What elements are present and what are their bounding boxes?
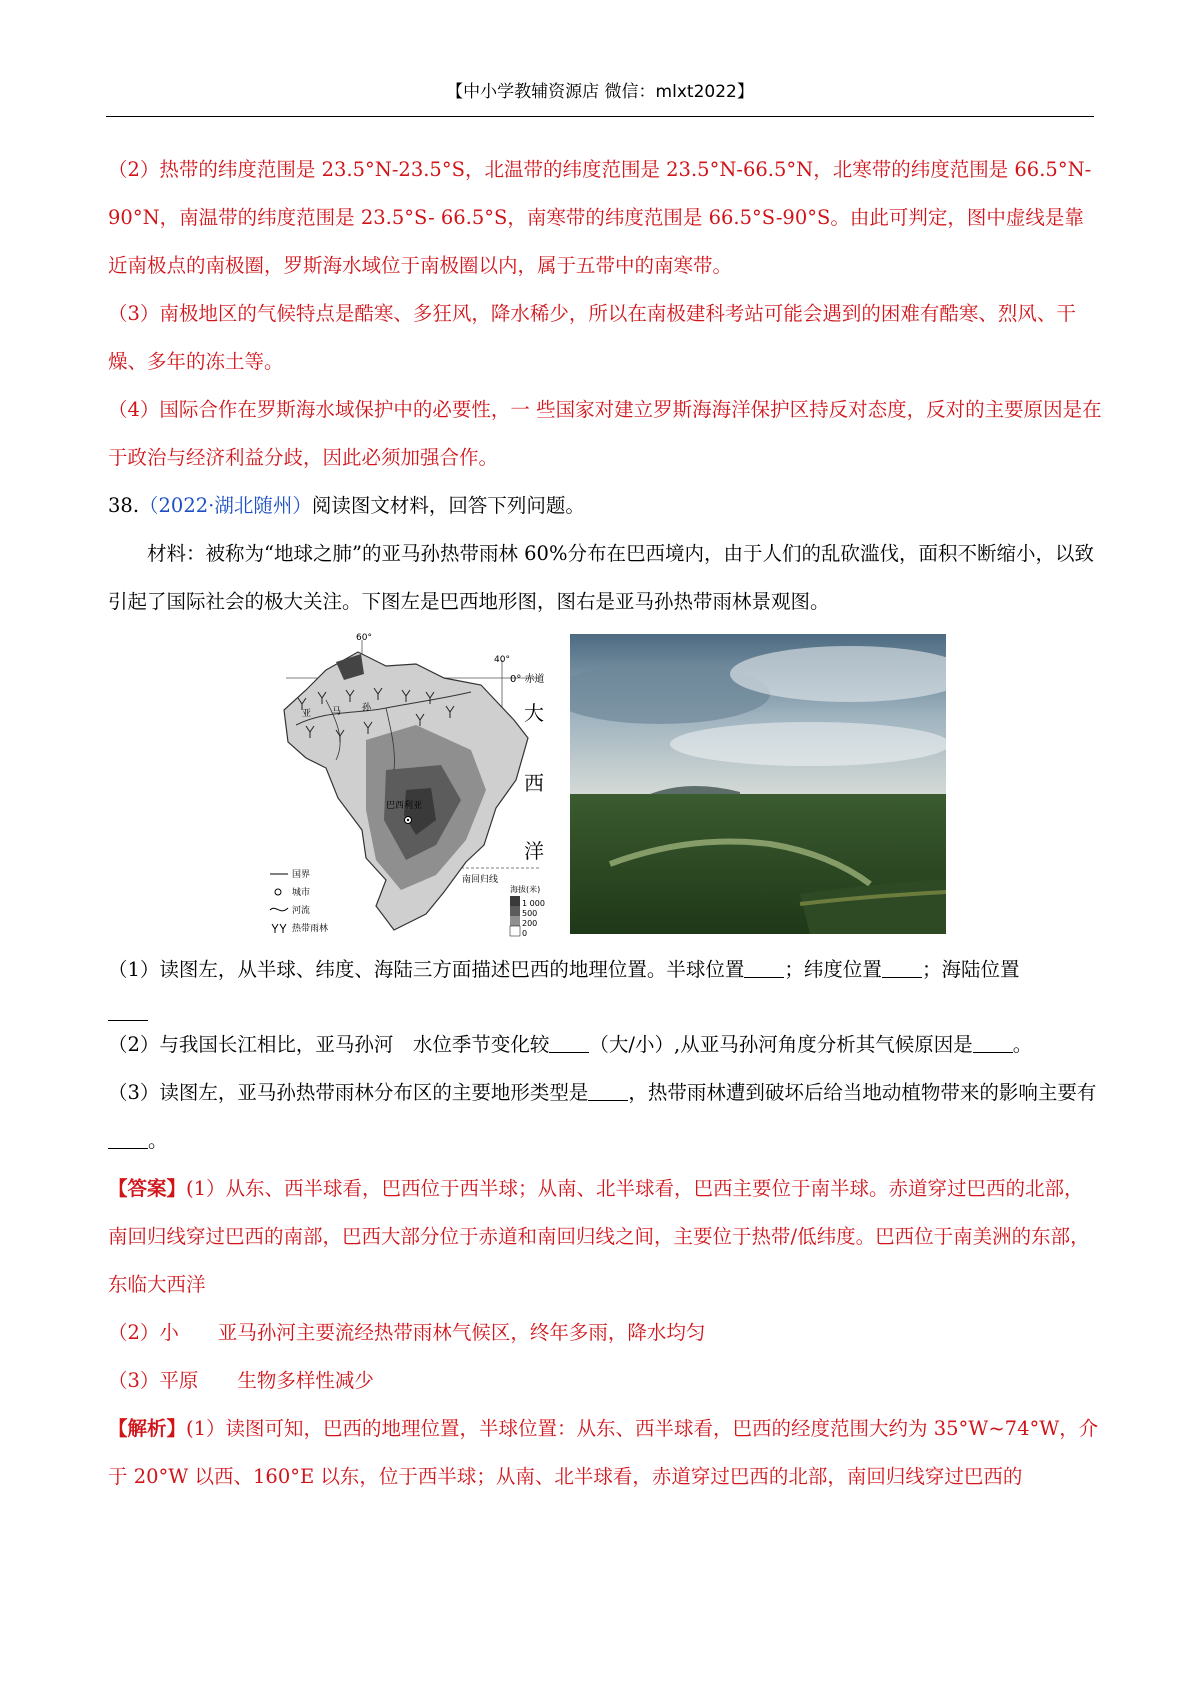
answer-1: 【答案】(1）从东、西半球看，巴西位于西半球；从南、北半球看，巴西主要位于南半球。赤道穿过巴西的北部，南回归线穿过巴西的南部，巴西大部分位于赤道和南回归线之间，主要位于热带/低纬度。巴西位于南美洲的东部，东临大西洋 bbox=[108, 1177, 1090, 1296]
prev-answer-4: （4）国际合作在罗斯海水域保护中的必要性，一 些国家对建立罗斯海海洋保护区持反对态度，反对的主要原因是在于政治与经济利益分歧，因此必须加强合作。 bbox=[108, 398, 1102, 469]
question-38-title bbox=[108, 482, 1102, 530]
lon-40-label: 40° bbox=[494, 655, 510, 665]
legend-city: 城市 bbox=[292, 888, 311, 898]
blank-variation[interactable] bbox=[549, 1033, 589, 1054]
legend-forest: 热带雨林 bbox=[292, 924, 329, 934]
figures bbox=[108, 630, 1102, 946]
sub-question-1: （1）读图左，从半球、纬度、海陆三方面描述巴西的地理位置。半球位置 ；纬度位置 ；海陆位置 bbox=[108, 946, 1102, 1021]
legend-border: 国界 bbox=[292, 870, 311, 880]
legend-river: 河流 bbox=[292, 906, 311, 916]
blank-latitude[interactable] bbox=[882, 958, 922, 979]
capital-label: 巴西利亚 bbox=[386, 801, 423, 811]
ocean-label-2: 西 bbox=[524, 771, 544, 795]
question-number: 38. bbox=[108, 494, 140, 517]
elev-200: 200 bbox=[522, 919, 538, 928]
header-text: 【中小学教辅资源店 微信：mlxt2022】 bbox=[446, 82, 754, 102]
amazon-label-3: 孙 bbox=[362, 703, 372, 713]
answer-3: （3）平原 生物多样性减少 bbox=[108, 1369, 374, 1392]
blank-impact[interactable] bbox=[108, 1129, 148, 1150]
prev-answer-2: （2）热带的纬度范围是 23.5°N-23.5°S，北温带的纬度范围是 23.5°N-66.5°N，北寒带的纬度范围是 66.5°N-90°N，南温带的纬度范围是 23.5°S- 66.5°S，南寒带的纬度范围是 66.5°S-90°S。由此可判定，图中虚线是靠近南极点的南极圈，罗斯海水域位于南极圈以内，属于五带中的南寒带。 bbox=[108, 158, 1092, 277]
amazon-label-2: 马 bbox=[332, 707, 342, 717]
question-source: （2022·湖北随州） bbox=[139, 494, 312, 517]
amazon-label-1: 亚 bbox=[302, 709, 312, 719]
analysis: 【解析】(1）读图可知，巴西的地理位置，半球位置：从东、西半球看，巴西的经度范围大约为 35°W~74°W，介于 20°W 以西、160°E 以东，位于西半球；从南、北半球看，赤道穿过巴西的北部，南回归线穿过巴西的 bbox=[108, 1417, 1099, 1488]
sub-question-3: （3）读图左，亚马孙热带雨林分布区的主要地形类型是 ，热带雨林遭到破坏后给当地动植物带来的影响主要有。 bbox=[108, 1081, 1097, 1152]
elev-500: 500 bbox=[522, 909, 538, 918]
brazil-terrain-map bbox=[266, 630, 556, 946]
ocean-label-1: 大 bbox=[524, 701, 544, 725]
sub-question-2: （2）与我国长江相比，亚马孙河 水位季节变化较 （大/小）,从亚马孙河角度分析其气候原因是 。 bbox=[108, 1033, 1033, 1056]
lon-60-label: 60° bbox=[356, 633, 372, 643]
elev-1000: 1 000 bbox=[522, 899, 545, 908]
question-stem: 阅读图文材料，回答下列问题。 bbox=[311, 494, 585, 517]
ocean-label-3: 洋 bbox=[524, 839, 544, 863]
rainforest-photo bbox=[570, 634, 946, 934]
answer-tag: 【答案】 bbox=[108, 1177, 187, 1200]
page-header bbox=[106, 80, 1094, 117]
answer-2: （2）小 亚马孙河主要流经热带雨林气候区，终年多雨，降水均匀 bbox=[108, 1321, 706, 1344]
equator-label: 0° 赤道 bbox=[510, 674, 545, 685]
elev-title: 海拔(米) bbox=[510, 885, 541, 894]
blank-hemisphere[interactable] bbox=[744, 958, 784, 979]
blank-sea-land[interactable] bbox=[108, 994, 148, 1021]
tropic-label: 南回归线 bbox=[462, 875, 499, 885]
blank-landform[interactable] bbox=[588, 1081, 628, 1102]
blank-climate-reason[interactable] bbox=[973, 1033, 1013, 1054]
question-material: 材料：被称为“地球之肺”的亚马孙热带雨林 60%分布在巴西境内，由于人们的乱砍滥伐，面积不断缩小，以致引起了国际社会的极大关注。下图左是巴西地形图，图右是亚马孙热带雨林景观图。 bbox=[108, 542, 1094, 613]
elev-0: 0 bbox=[522, 929, 528, 938]
analysis-tag: 【解析】 bbox=[108, 1417, 187, 1440]
prev-answer-3: （3）南极地区的气候特点是酷寒、多狂风，降水稀少，所以在南极建科考站可能会遇到的困难有酷寒、烈风、干燥、多年的冻土等。 bbox=[108, 302, 1076, 373]
document-body bbox=[108, 146, 1102, 1501]
